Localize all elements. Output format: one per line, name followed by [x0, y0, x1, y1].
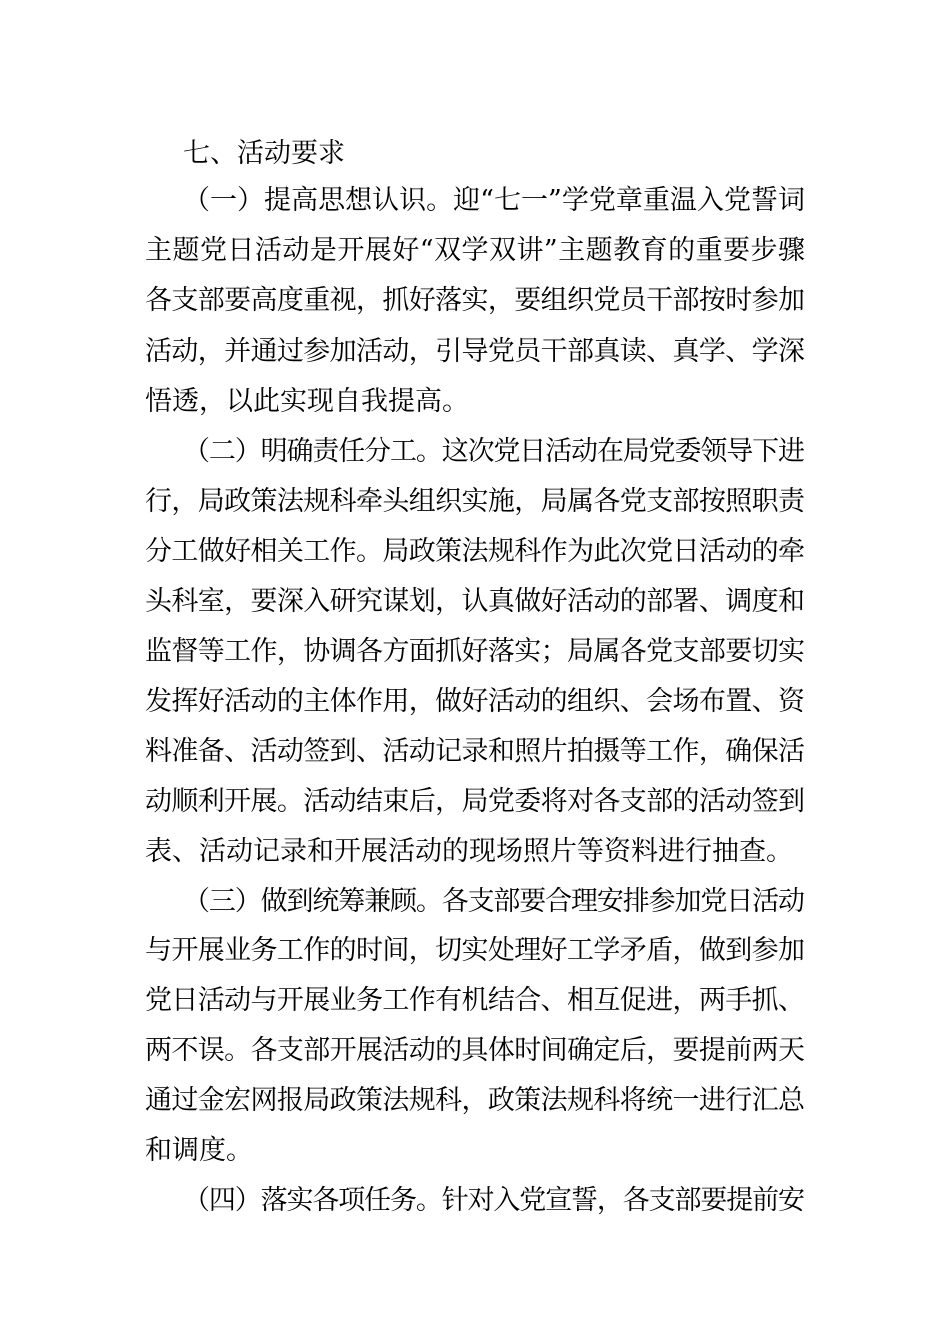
paragraph-2-line-2: 行，局政策法规科牵头组织实施，局属各党支部按照职责 — [145, 486, 805, 517]
section-heading: 七、活动要求 — [183, 138, 345, 169]
paragraph-2-line-9: 表、活动记录和开展活动的现场照片等资料进行抽查。 — [145, 836, 793, 867]
paragraph-1-line-5: 悟透，以此实现自我提高。 — [145, 386, 469, 417]
paragraph-3-line-6: 和调度。 — [145, 1135, 253, 1166]
paragraph-2-line-7: 料准备、活动签到、活动记录和照片拍摄等工作，确保活 — [145, 736, 805, 767]
paragraph-2-line-6: 发挥好活动的主体作用，做好活动的组织、会场布置、资 — [145, 686, 805, 717]
paragraph-4-line-1: （四）落实各项任务。针对入党宣誓，各支部要提前安 — [183, 1185, 804, 1216]
paragraph-2-line-3: 分工做好相关工作。局政策法规科作为此次党日活动的牵 — [145, 536, 805, 567]
paragraph-1-line-3: 各支部要高度重视，抓好落实，要组织党员干部按时参加 — [145, 285, 805, 316]
paragraph-2-line-8: 动顺利开展。活动结束后，局党委将对各支部的活动签到 — [145, 786, 805, 817]
paragraph-2-line-4: 头科室，要深入研究谋划，认真做好活动的部署、调度和 — [145, 586, 805, 617]
paragraph-1-line-1: （一）提高思想认识。迎“七一”学党章重温入党誓词 — [183, 185, 806, 216]
paragraph-1-line-4: 活动，并通过参加活动，引导党员干部真读、真学、学深 — [145, 336, 805, 367]
paragraph-2-line-1: （二）明确责任分工。这次党日活动在局党委领导下进 — [183, 436, 804, 467]
paragraph-3-line-1: （三）做到统筹兼顾。各支部要合理安排参加党日活动 — [183, 886, 804, 917]
paragraph-3-line-2: 与开展业务工作的时间，切实处理好工学矛盾，做到参加 — [145, 935, 805, 966]
paragraph-2-line-5: 监督等工作，协调各方面抓好落实；局属各党支部要切实 — [145, 636, 805, 667]
paragraph-3-line-4: 两不误。各支部开展活动的具体时间确定后，要提前两天 — [145, 1035, 805, 1066]
paragraph-3-line-3: 党日活动与开展业务工作有机结合、相互促进，两手抓、 — [145, 985, 805, 1016]
paragraph-1-line-2: 主题党日活动是开展好“双学双讲”主题教育的重要步骤 — [145, 235, 806, 266]
paragraph-3-line-5: 通过金宏网报局政策法规科，政策法规科将统一进行汇总 — [145, 1085, 805, 1116]
